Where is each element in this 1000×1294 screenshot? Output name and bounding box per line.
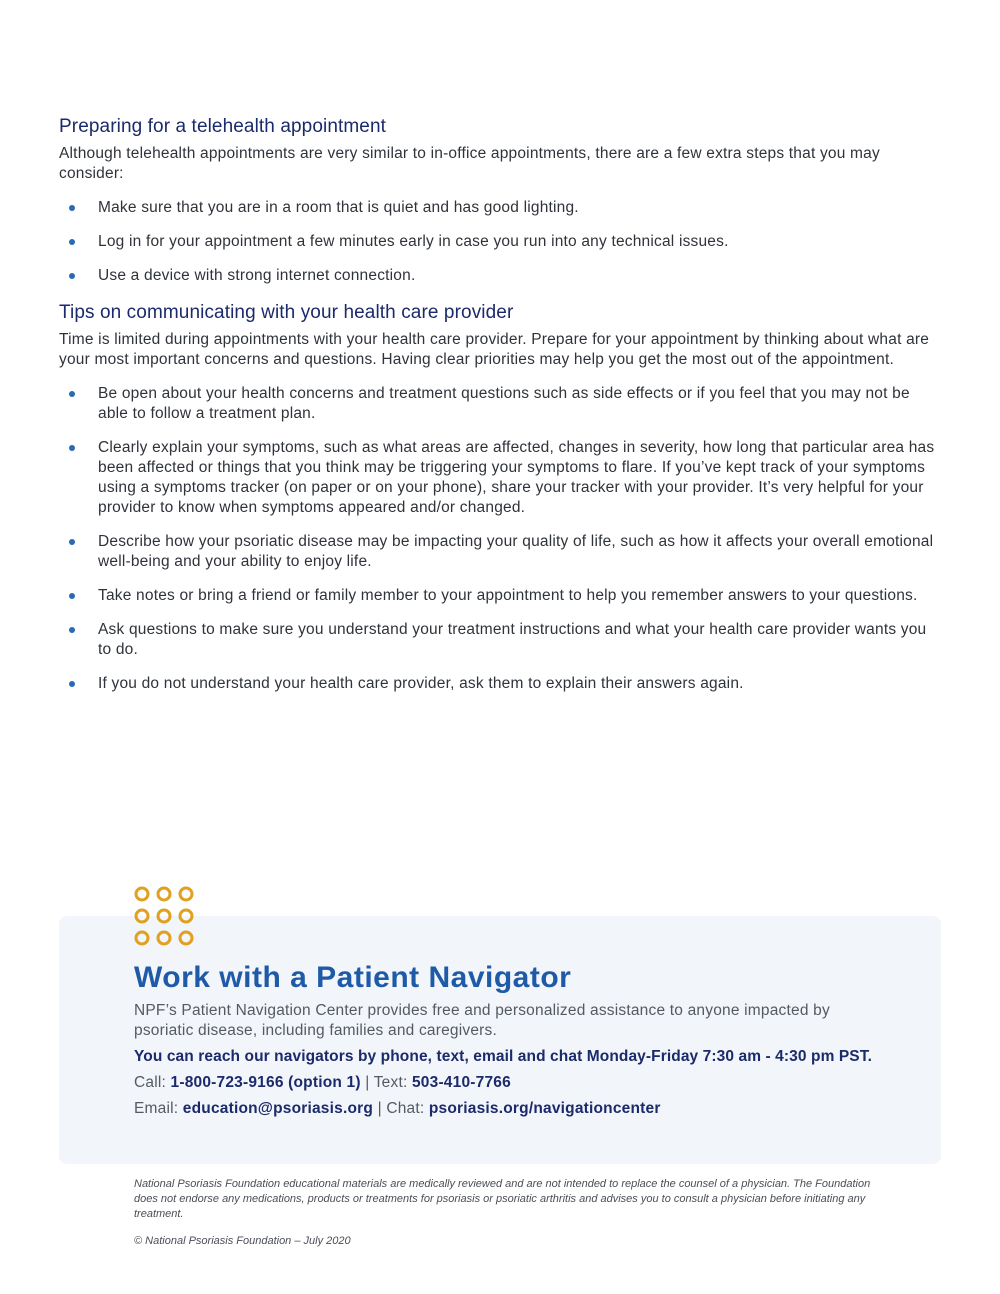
list-item-text: Describe how your psoriatic disease may be impacting your quality of life, such as how it affects your overall emotional well-being and your ability to enjoy life. xyxy=(98,533,934,570)
telehealth-heading: Preparing for a telehealth appointment xyxy=(59,116,387,137)
telehealth-intro: Although telehealth appointments are very similar to in-office appointments, there are a few extra steps that you may consider: xyxy=(59,145,880,182)
list-item-text: Use a device with strong internet connection. xyxy=(98,267,416,284)
nine-circles-grid-icon xyxy=(133,886,195,946)
list-item-text: If you do not understand your health care provider, ask them to explain their answers again. xyxy=(98,675,744,692)
bullet-icon xyxy=(69,445,75,451)
list-item xyxy=(59,198,939,218)
tips-intro: Time is limited during appointments with your health care provider. Prepare for your appointment by thinking about what are your most important concerns and questions. Having clear priorities may help you get the most out of the appointment. xyxy=(59,331,930,368)
list-item-text: Be open about your health concerns and treatment questions such as side effects or if you feel that you may not be able to follow a treatment plan. xyxy=(98,385,910,422)
list-item-text: Make sure that you are in a room that is quiet and has good lighting. xyxy=(98,199,579,216)
list-item xyxy=(59,620,939,660)
list-item-text: Log in for your appointment a few minutes early in case you run into any technical issues. xyxy=(98,233,729,250)
disclaimer: National Psoriasis Foundation educational materials are medically reviewed and are not intended to replace the counsel of a physician. The Foundation does not endorse any medications, products or treatments for psoriasis or psoriatic arthritis and advises you to consult a physician before initiating any treatment. xyxy=(134,1178,871,1220)
contact-email-line xyxy=(134,1099,661,1119)
bullet-icon xyxy=(69,627,75,633)
text-label: Text: xyxy=(373,1074,408,1091)
list-item xyxy=(59,266,939,286)
navigator-hours: You can reach our navigators by phone, text, email and chat Monday-Friday 7:30 am - 4:30 pm PST. xyxy=(134,1048,873,1065)
navigator-title: Work with a Patient Navigator xyxy=(134,961,572,994)
separator: | xyxy=(365,1074,370,1091)
list-item xyxy=(59,586,939,606)
list-item-text: Clearly explain your symptoms, such as what areas are affected, changes in severity, how long that particular area has been affected or things that you think may be triggering your symptoms to flare. If you’ve kept track of your symptoms using a symptoms tracker (on paper or on your phone), share your tracker with your provider. It’s very helpful for your provider to know when symptoms appeared and/or changed. xyxy=(98,439,935,516)
separator: | xyxy=(377,1100,382,1117)
bullet-icon xyxy=(69,205,75,211)
list-item xyxy=(59,532,939,572)
list-item xyxy=(59,232,939,252)
email-link[interactable]: education@psoriasis.org xyxy=(182,1100,374,1117)
telehealth-section xyxy=(59,115,939,300)
chat-link[interactable]: psoriasis.org/navigationcenter xyxy=(428,1100,661,1117)
bullet-icon xyxy=(69,539,75,545)
bullet-icon xyxy=(69,593,75,599)
list-item-text: Take notes or bring a friend or family member to your appointment to help you remember answers to your questions. xyxy=(98,587,918,604)
list-item xyxy=(59,384,939,424)
bullet-icon xyxy=(69,391,75,397)
text-number-link[interactable]: 503-410-7766 xyxy=(411,1074,511,1091)
navigator-description: NPF’s Patient Navigation Center provides free and personalized assistance to anyone impacted by psoriatic disease, including families and caregivers. xyxy=(134,1002,830,1039)
tips-heading: Tips on communicating with your health care provider xyxy=(59,302,514,323)
tips-section xyxy=(59,301,939,708)
phone-link[interactable]: 1-800-723-9166 (option 1) xyxy=(170,1074,361,1091)
call-label: Call: xyxy=(134,1074,167,1091)
tips-list xyxy=(59,384,939,694)
bullet-icon xyxy=(69,239,75,245)
list-item xyxy=(59,674,939,694)
chat-label: Chat: xyxy=(386,1100,425,1117)
telehealth-list xyxy=(59,198,939,286)
bullet-icon xyxy=(69,681,75,687)
contact-phone-line xyxy=(134,1073,511,1093)
bullet-icon xyxy=(69,273,75,279)
list-item-text: Ask questions to make sure you understand your treatment instructions and what your health care provider wants you to do. xyxy=(98,621,927,658)
copyright: © National Psoriasis Foundation – July 2020 xyxy=(134,1235,351,1247)
email-label: Email: xyxy=(134,1100,179,1117)
list-item xyxy=(59,438,939,518)
